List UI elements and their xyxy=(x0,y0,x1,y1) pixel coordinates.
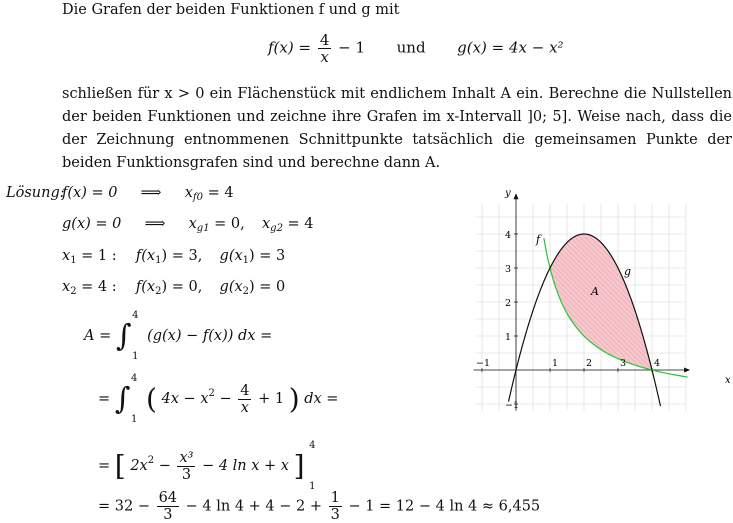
f-fraction-num: 4 xyxy=(319,31,330,49)
r-eq: = 32 − xyxy=(98,498,150,515)
l1-rhs-sub: f0 xyxy=(192,192,203,203)
solution-label: Lösung: xyxy=(6,185,65,201)
result-line xyxy=(98,490,540,523)
b-limits xyxy=(309,440,315,492)
x-tick-label: 4 xyxy=(654,358,661,369)
b-open-bracket: [ xyxy=(114,449,126,483)
l2-r2-val: = 4 xyxy=(287,216,314,232)
hatch-line xyxy=(710,227,732,377)
i2-t1: 4x − x xyxy=(161,391,209,407)
solution-line-3 xyxy=(62,248,285,266)
task-intro xyxy=(62,2,399,18)
l2-arrow: ⟹ xyxy=(144,216,166,232)
r-d1: 3 xyxy=(163,507,173,523)
l2-r2: x xyxy=(261,216,271,232)
l3-b-sub: 1 xyxy=(242,255,250,266)
label-A: A xyxy=(591,285,599,298)
r-mid: − 4 ln 4 + 4 − 2 + xyxy=(185,498,322,515)
f-fraction-den: x xyxy=(320,48,329,66)
i2-limits xyxy=(131,373,137,425)
l3-b: g(x xyxy=(219,248,243,264)
i2-open-paren: ( xyxy=(146,382,157,416)
hatch-line xyxy=(680,227,732,377)
l3-a: f(x xyxy=(135,248,156,264)
hatch-line xyxy=(685,227,732,377)
und-word: und xyxy=(396,38,426,57)
l1-rhs-val: = 4 xyxy=(207,185,234,201)
i2-fraction xyxy=(238,383,251,416)
i1-limits xyxy=(132,310,138,362)
l4-b: g(x xyxy=(219,279,243,295)
l4-a-val: ) = 0, xyxy=(161,279,203,295)
b-tail: − 4 ln x + x xyxy=(202,458,289,474)
i2-upper: 4 xyxy=(131,373,138,384)
hatch-line xyxy=(695,227,732,377)
b-upper: 4 xyxy=(309,440,316,451)
integral-sign-2: ∫ xyxy=(114,381,131,417)
hatch-line xyxy=(690,227,732,377)
i2-den: x xyxy=(240,399,249,416)
l2-r1: x xyxy=(188,216,197,232)
hatch-line xyxy=(725,227,732,377)
i2-minus: − xyxy=(219,391,232,407)
i2-t1-sup: 2 xyxy=(208,388,215,399)
r-n1: 64 xyxy=(158,490,178,506)
label-g: g xyxy=(624,265,632,278)
g-definition: g(x) = 4x − x² xyxy=(457,38,564,57)
r-n2: 1 xyxy=(330,490,340,506)
i2-num: 4 xyxy=(240,382,250,399)
task-paragraph xyxy=(62,83,732,175)
x-tick-label: −1 xyxy=(476,358,491,369)
l4-a: f(x xyxy=(135,279,156,295)
b-fraction xyxy=(177,450,195,483)
hatch-line xyxy=(705,227,732,377)
label-f: f xyxy=(536,233,541,246)
l4-lhs-sub: 2 xyxy=(70,286,77,297)
y-tick-label: 2 xyxy=(505,298,512,309)
l3-b-val: ) = 3 xyxy=(249,248,286,264)
i1-body: (g(x) − f(x)) dx = xyxy=(147,328,273,344)
l2-r1-sub: g1 xyxy=(196,223,210,234)
b-den: 3 xyxy=(181,466,192,483)
x-axis-arrow xyxy=(684,368,690,373)
hatch-line xyxy=(730,227,732,377)
i2-dx: dx = xyxy=(304,391,339,407)
function-definition xyxy=(268,32,564,65)
r-d2: 3 xyxy=(330,507,340,523)
l1-arrow: ⟹ xyxy=(140,185,162,201)
task-intro-text: Die Grafen der beiden Funktionen f und g mit xyxy=(62,2,400,18)
i1-lhs: A = xyxy=(84,328,112,344)
x-tick-label: 2 xyxy=(586,358,593,369)
b-num: x³ xyxy=(179,449,194,466)
l4-b-sub: 2 xyxy=(242,286,250,297)
l2-r1-val: = 0, xyxy=(214,216,245,232)
r-end: − 1 = 12 − 4 ln 4 ≈ 6,455 xyxy=(348,498,541,515)
l1-rhs: x xyxy=(184,185,193,201)
x-tick-label: 1 xyxy=(552,358,559,369)
b-minus: − xyxy=(158,458,171,474)
f-fraction xyxy=(318,32,332,65)
b-t1-sup: 2 xyxy=(147,455,155,466)
b-close-bracket: ] xyxy=(293,449,305,483)
solution-line-4 xyxy=(62,279,285,297)
solution-line-2 xyxy=(62,216,314,234)
task-paragraph-text: schließen für x > 0 ein Flächenstück mit endlichem Inhalt A ein. Berechne die Nullstellen der beiden Funktionen und zeichne ihre Grafen im x-Intervall ]0; 5]. Weise nach, dass die der Zeichnung entnommenen Schnittpunkte tatsächlich die gemeinsamen Punkte der beiden Funktionsgrafen sind und berechne dann A. xyxy=(62,86,732,171)
l3-a-sub: 1 xyxy=(155,255,162,266)
r-fraction-1 xyxy=(157,490,179,523)
i2-eq: = xyxy=(98,391,111,407)
hatch-line xyxy=(720,227,732,377)
i1-lower: 1 xyxy=(132,351,139,362)
axis-label-x: x xyxy=(725,375,731,386)
hatch-line xyxy=(700,227,732,377)
function-graph xyxy=(470,185,732,415)
l3-lhs-val: = 1 : xyxy=(81,248,117,264)
l4-b-val: ) = 0 xyxy=(249,279,286,295)
integral-2 xyxy=(98,373,338,425)
l4-lhs: x xyxy=(62,279,71,295)
x-tick-label: 3 xyxy=(620,358,627,369)
y-axis-arrow xyxy=(514,193,519,199)
f-lhs: f(x) = xyxy=(268,38,312,57)
b-lower: 1 xyxy=(309,481,316,492)
axis-label-y: y xyxy=(505,188,511,199)
integral-1 xyxy=(84,310,272,362)
l4-a-sub: 2 xyxy=(155,286,162,297)
l3-lhs: x xyxy=(62,248,71,264)
l2-r2-sub: g2 xyxy=(270,223,283,234)
y-tick-label: −1 xyxy=(505,400,520,411)
y-tick-label: 3 xyxy=(505,264,512,275)
l3-lhs-sub: 1 xyxy=(70,255,77,266)
l2-lhs: g(x) = 0 xyxy=(62,216,122,232)
l1-lhs: f(x) = 0 xyxy=(62,185,118,201)
i2-lower: 1 xyxy=(131,414,138,425)
y-tick-label: 1 xyxy=(505,332,512,343)
b-eq: = xyxy=(98,458,111,474)
i2-tail: + 1 xyxy=(258,391,285,407)
b-t1: 2x xyxy=(130,458,148,474)
hatch-line xyxy=(715,227,732,377)
solution-line-1 xyxy=(62,185,234,203)
l4-lhs-val: = 4 : xyxy=(81,279,117,295)
y-tick-label: 4 xyxy=(505,230,512,241)
l3-a-val: ) = 3, xyxy=(161,248,203,264)
i2-close-paren: ) xyxy=(288,382,300,416)
r-fraction-2 xyxy=(329,490,342,523)
i1-upper: 4 xyxy=(132,310,139,321)
integral-sign-1: ∫ xyxy=(115,318,132,354)
f-tail: − 1 xyxy=(338,38,366,57)
bracket-line xyxy=(98,440,320,492)
